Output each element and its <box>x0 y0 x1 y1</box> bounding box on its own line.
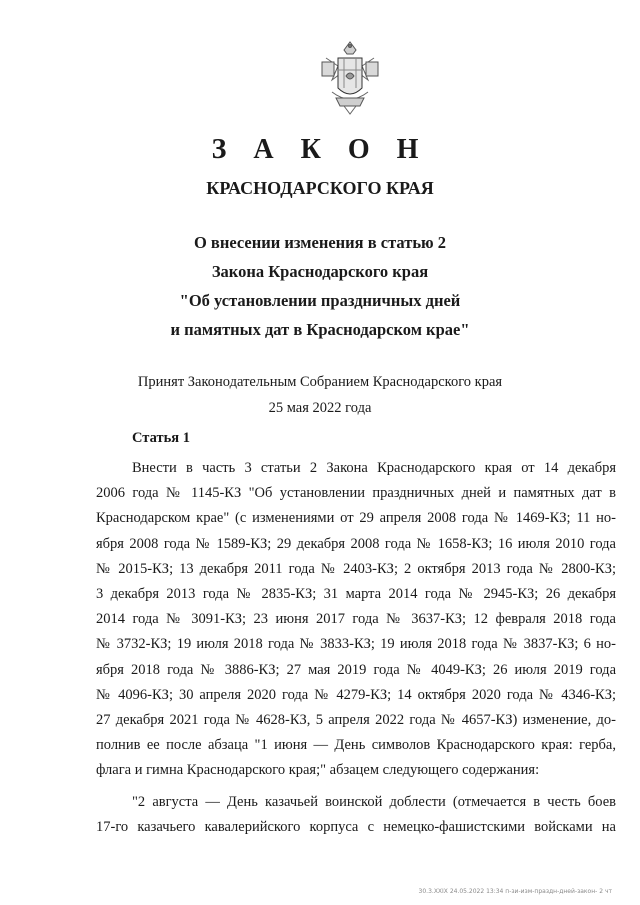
text-line: 17-го казачьего кавалерийского корпуса с немецко-фашистскими войсками на <box>96 819 616 836</box>
article-heading: Статья 1 <box>132 430 190 446</box>
adoption-note <box>0 369 640 421</box>
adoption-body: Принят Законодательным Собранием Краснодарского края <box>137 374 503 390</box>
footer-stamp: 30.3.XXIX 24.05.2022 13:34 п-зи-изм-праздн-дней-закон- 2 чт <box>418 888 612 895</box>
document-title: З А К О Н <box>211 134 429 165</box>
text-line: № 3732-КЗ; 19 июля 2018 года № 3833-КЗ; 19 июля 2018 года № 3837-КЗ; 6 но- <box>96 636 616 653</box>
text-line: "2 августа — День казачьей воинской доблести (отмечается в честь боев <box>132 794 616 810</box>
law-name-line: О внесении изменения в статью 2 <box>193 233 447 252</box>
adoption-date: 25 мая 2022 года <box>268 400 372 416</box>
document-subtitle: КРАСНОДАРСКОГО КРАЯ <box>206 178 434 198</box>
text-line: № 2015-КЗ; 13 декабря 2011 года № 2403-КЗ; 2 октября 2013 года № 2800-КЗ; <box>96 560 616 577</box>
text-line: 27 декабря 2021 года № 4628-КЗ, 5 апреля 2022 года № 4657-КЗ) изменение, до- <box>96 712 616 729</box>
text-line: № 4096-КЗ; 30 апреля 2020 года № 4279-КЗ; 14 октября 2020 года № 4346-КЗ; <box>96 686 616 703</box>
text-line: 2006 года № 1145-КЗ "Об установлении праздничных дней и памятных дат в <box>96 485 616 502</box>
law-name-line: Закона Краснодарского края <box>211 262 429 281</box>
law-name <box>0 228 640 344</box>
article-paragraph-quote <box>96 790 616 840</box>
text-line: 2014 года № 3091-КЗ; 23 июня 2017 года № 3637-КЗ; 12 февраля 2018 года <box>96 611 616 628</box>
law-name-line: и памятных дат в Краснодарском крае" <box>170 320 470 339</box>
text-line: Внести в часть 3 статьи 2 Закона Краснодарского края от 14 декабря <box>132 460 616 476</box>
law-name-line: "Об установлении праздничных дней <box>179 291 461 310</box>
text-line: полнив ее после абзаца "1 июня — День символов Краснодарского края: герба, <box>96 737 616 754</box>
text-line: флага и гимна Краснодарского края;" абзацем следующего содержания: <box>96 762 540 779</box>
text-line: 3 декабря 2013 года № 2835-КЗ; 31 марта 2014 года № 2945-КЗ; 26 декабря <box>96 586 616 603</box>
text-line: ября 2018 года № 3886-КЗ; 27 мая 2019 года № 4049-КЗ; 26 июля 2019 года <box>96 661 616 678</box>
krasnodar-coat-of-arms-icon <box>318 40 382 116</box>
text-line: ября 2008 года № 1589-КЗ; 29 декабря 2008 года № 1658-КЗ; 16 июля 2010 года <box>96 535 616 552</box>
article-paragraph <box>96 456 616 784</box>
text-line: Краснодарском крае" (с изменениями от 29 апреля 2008 года № 1469-КЗ; 11 но- <box>96 510 616 527</box>
